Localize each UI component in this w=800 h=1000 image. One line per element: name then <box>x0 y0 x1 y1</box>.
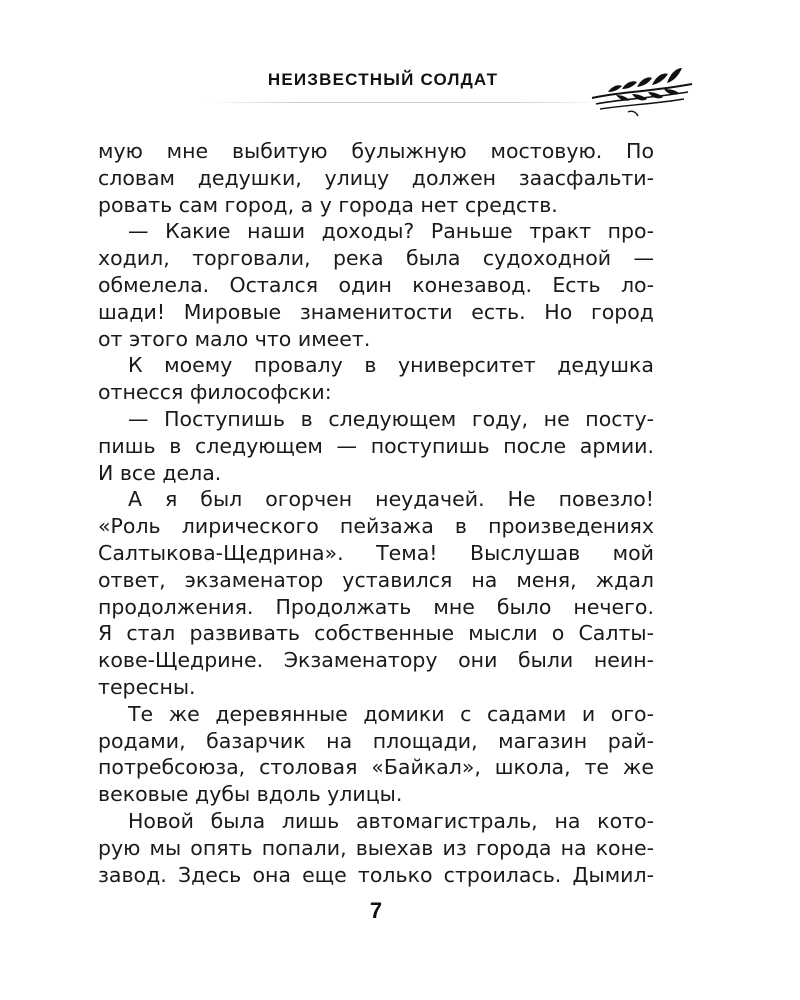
text-line: «Роль лирического пейзажа в произведениях <box>98 514 654 539</box>
text-line: — Какие наши доходы? Раньше тракт про- <box>128 219 654 244</box>
text-line: ходил, торговали, река была судоходной — <box>98 246 654 271</box>
header-rule <box>205 102 605 103</box>
text-line: отнесся философски: <box>98 380 332 405</box>
text-line: Те же деревянные домики с садами и ого- <box>128 701 654 726</box>
laurel-branch-icon <box>588 62 698 118</box>
text-line: потребсоюза, столовая «Байкал», школа, те же <box>98 755 654 780</box>
text-line: Новой была лишь автомагистраль, на кото- <box>128 808 654 833</box>
text-line: ровать сам город, а у города нет средств. <box>98 192 558 217</box>
text-line: К моему провалу в университет дедушка <box>128 353 654 378</box>
text-line: — Поступишь в следующем году, не посту- <box>128 406 654 431</box>
text-line: родами, базарчик на площади, магазин рай- <box>98 728 654 753</box>
text-line: А я был огорчен неудачей. Не повезло! <box>128 487 654 512</box>
text-line: Я стал развивать собственные мысли о Салты- <box>98 621 654 646</box>
page-number: 7 <box>369 898 383 923</box>
text-line: тересны. <box>98 674 196 699</box>
text-line: шади! Мировые знаменитости есть. Но город <box>98 299 654 324</box>
text-line: завод. Здесь она еще только строилась. Дымил- <box>98 862 654 887</box>
text-line: Салтыкова-Щедрина». Тема! Выслушав мой <box>98 540 654 565</box>
text-line: продолжения. Продолжать мне было нечего. <box>98 594 654 619</box>
text-line: И все дела. <box>98 460 222 485</box>
text-line: рую мы опять попали, выехав из города на коне- <box>98 835 654 860</box>
running-head <box>0 0 800 130</box>
text-line: мую мне выбитую булыжную мостовую. По <box>98 139 654 163</box>
text-line: словам дедушки, улицу должен заасфальти- <box>98 165 654 190</box>
text-line: ответ, экзаменатор уставился на меня, ждал <box>98 567 654 592</box>
text-line: обмелела. Остался один конезавод. Есть ло- <box>98 272 654 297</box>
running-title: НЕИЗВЕСТНЫЙ СОЛДАТ <box>267 70 499 89</box>
text-line: вековые дубы вдоль улицы. <box>98 782 403 807</box>
text-line: кове-Щедрине. Экзаменатору они были неин- <box>98 648 654 673</box>
body-text <box>98 138 654 888</box>
text-line: пишь в следующем — поступишь после армии. <box>98 433 654 458</box>
text-line: от этого мало что имеет. <box>98 326 371 351</box>
